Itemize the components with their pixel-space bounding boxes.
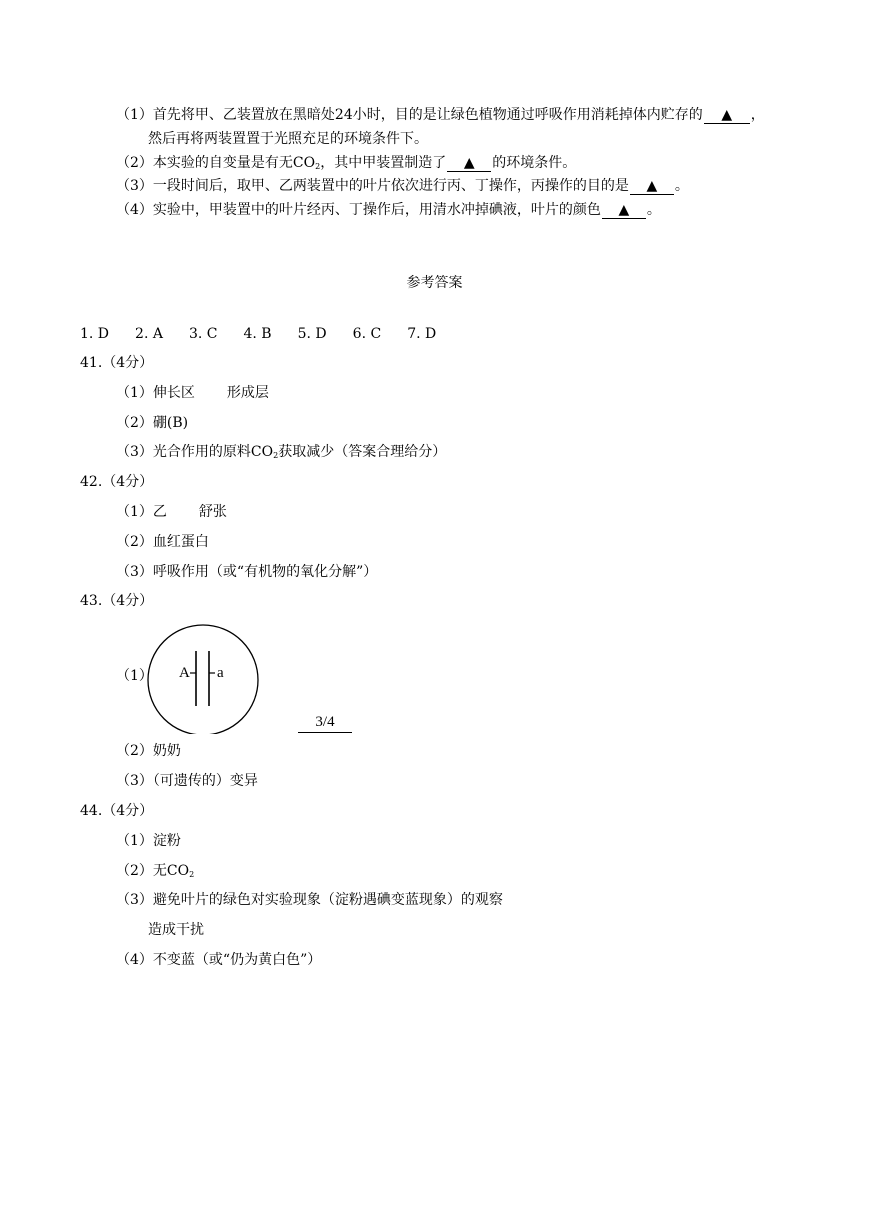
answer-42-part-2: （2）血红蛋白 bbox=[116, 534, 209, 550]
answer-blank bbox=[704, 107, 750, 124]
answer-blank bbox=[602, 202, 646, 219]
allele-label-A: A bbox=[179, 665, 190, 681]
answer-43-part-1-label: （1） bbox=[116, 668, 153, 684]
answer-42-part-1: （1）乙 舒张 bbox=[116, 504, 227, 520]
allele-label-a: a bbox=[217, 665, 224, 681]
answer-44-part-4: （4）不变蓝（或“仍为黄白色”） bbox=[116, 952, 322, 968]
answer-44-part-1: （1）淀粉 bbox=[116, 833, 181, 849]
answer-43-heading: 43.（4分） bbox=[80, 593, 154, 609]
question-3: （3）一段时间后，取甲、乙两装置中的叶片依次进行丙、丁操作，丙操作的目的是 ▲ 。 bbox=[116, 178, 689, 194]
q1-text: （1）首先将甲、乙装置放在黑暗处24小时，目的是让绿色植物通过呼吸作用消耗掉体内贮存的 bbox=[116, 107, 703, 123]
answer-41-part-1: （1）伸长区 形成层 bbox=[116, 385, 269, 401]
answer-42-part-3: （3）呼吸作用（或“有机物的氧化分解”） bbox=[116, 564, 378, 580]
mc-answer: 2. A bbox=[135, 326, 163, 342]
answers-title: 参考答案 bbox=[406, 275, 463, 291]
triangle-icon: ▲ bbox=[463, 155, 475, 171]
triangle-icon: ▲ bbox=[721, 107, 733, 123]
mc-answer: 5. D bbox=[297, 326, 327, 342]
mc-answer: 4. B bbox=[243, 326, 272, 342]
mc-answer: 1. D bbox=[80, 326, 110, 342]
mc-answer: 6. C bbox=[352, 326, 382, 342]
answer-43-part-3: （3）（可遗传的）变异 bbox=[116, 773, 258, 789]
answer-41-heading: 41.（4分） bbox=[80, 355, 154, 371]
question-4: （4）实验中，甲装置中的叶片经丙、丁操作后，用清水冲掉碘液，叶片的颜色 ▲ 。 bbox=[116, 202, 661, 218]
mc-answer: 7. D bbox=[407, 326, 437, 342]
answer-43-part-2: （2）奶奶 bbox=[116, 743, 181, 759]
answer-44-part-2: （2）无$CO_2$ bbox=[116, 863, 195, 879]
answer-44-heading: 44.（4分） bbox=[80, 803, 154, 819]
question-2: （2）本实验的自变量是有无$CO_2$，其中甲装置制造了 ▲ 的环境条件。 bbox=[116, 155, 577, 171]
answer-41-part-2: （2）硼(B) bbox=[116, 415, 189, 431]
answer-42-heading: 42.（4分） bbox=[80, 474, 154, 490]
triangle-icon: ▲ bbox=[618, 202, 630, 218]
answer-blank bbox=[447, 155, 491, 172]
answer-blank bbox=[630, 178, 674, 195]
answer-44-part-3-continued: 造成干扰 bbox=[148, 922, 204, 938]
question-1-line-2: 然后再将两装置置于光照充足的环境条件下。 bbox=[148, 131, 428, 147]
question-1-line-1: （1）首先将甲、乙装置放在黑暗处24小时，目的是让绿色植物通过呼吸作用消耗掉体内贮存的 ▲ ， bbox=[116, 107, 765, 123]
mc-answer: 3. C bbox=[188, 326, 218, 342]
probability-answer: 3/4 bbox=[298, 712, 352, 733]
answer-44-part-3: （3）避免叶片的绿色对实验现象（淀粉遇碘变蓝现象）的观察 bbox=[116, 892, 503, 908]
mc-answers bbox=[80, 324, 462, 344]
answer-41-part-3: （3）光合作用的原料$CO_2$获取减少（答案合理给分） bbox=[116, 444, 447, 460]
cell-outline bbox=[148, 625, 258, 734]
triangle-icon: ▲ bbox=[646, 178, 658, 194]
